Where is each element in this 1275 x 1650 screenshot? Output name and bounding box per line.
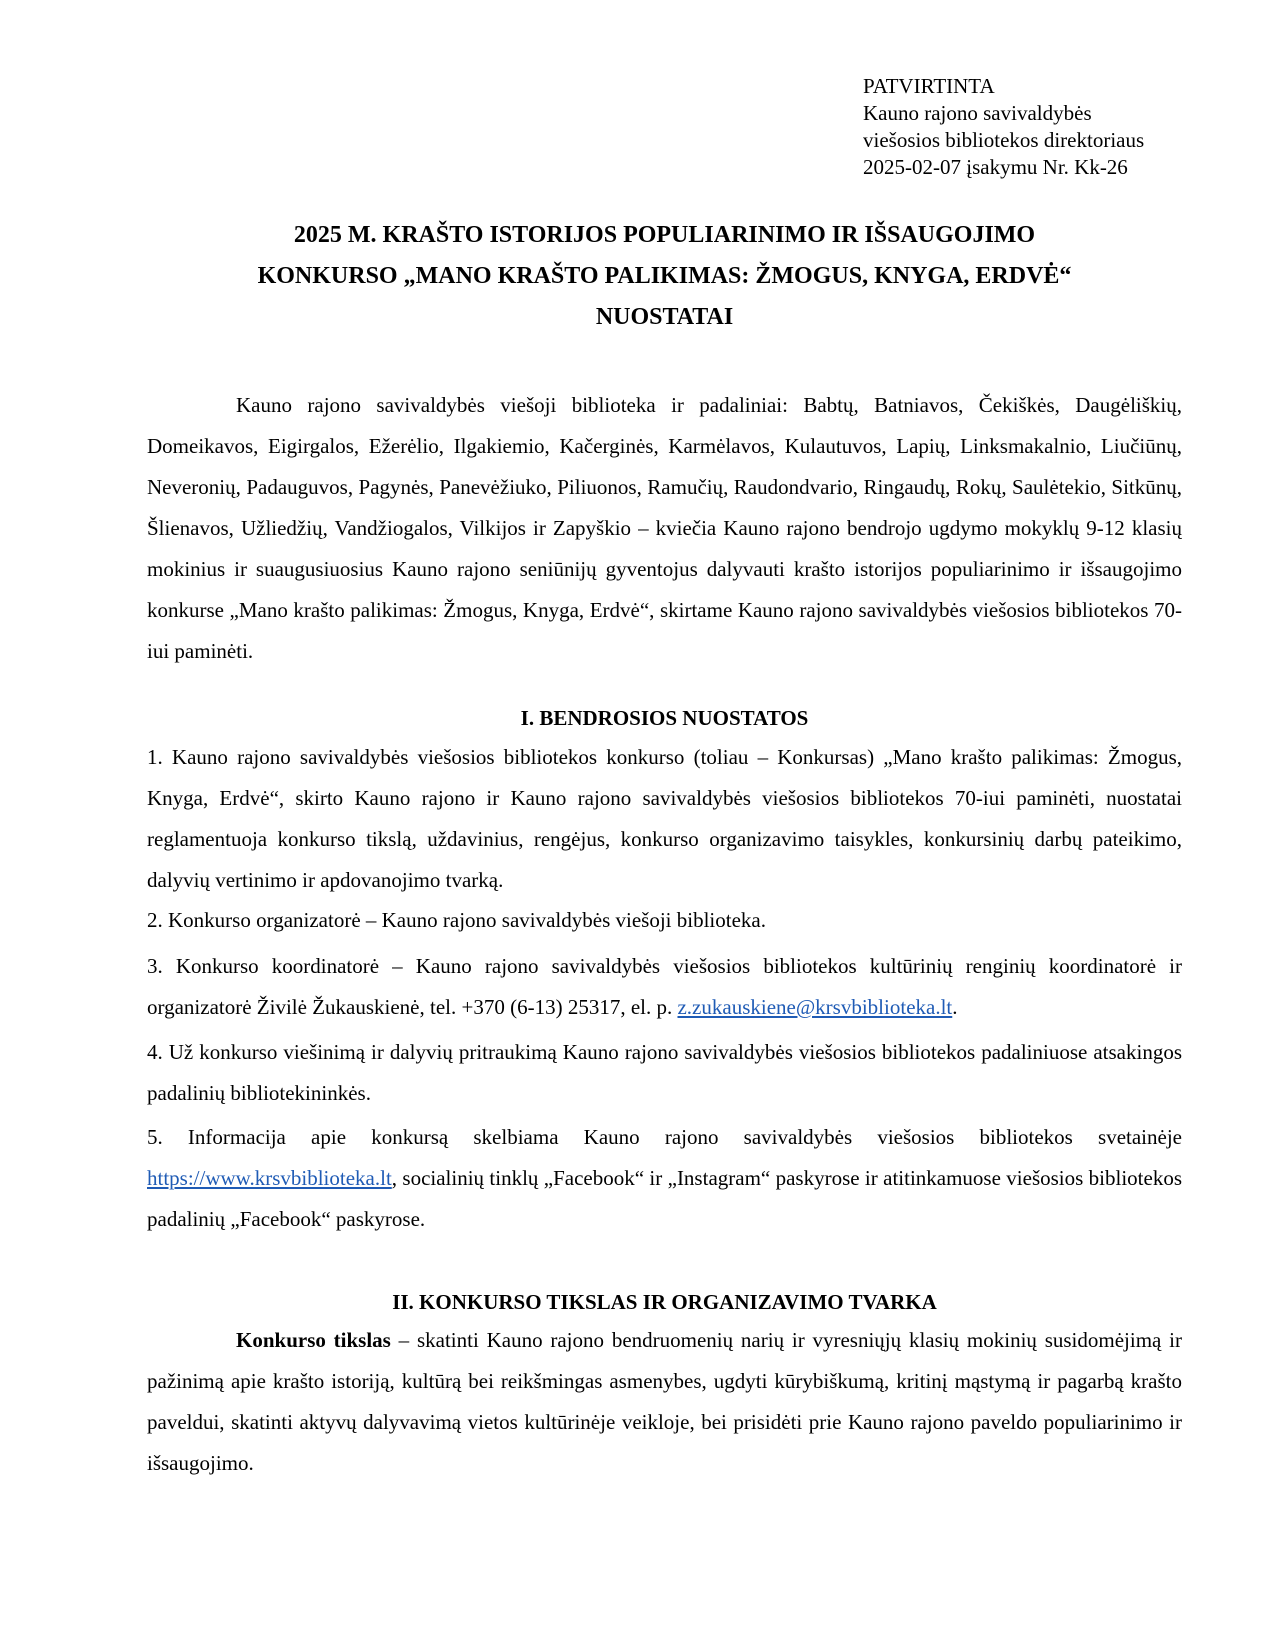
section-1-paragraph-4: 4. Už konkurso viešinimą ir dalyvių pritraukimą Kauno rajono savivaldybės viešosios bibliotekos padaliniuose atsakingos padalinių bibliotekininkės. bbox=[147, 1040, 1182, 1105]
section-2-goal-paragraph bbox=[147, 1320, 1182, 1484]
approval-block bbox=[863, 73, 1144, 181]
section-1-paragraph-1: 1. Kauno rajono savivaldybės viešosios bibliotekos konkurso (toliau – Konkursas) „Mano krašto palikimas: Žmogus, Knyga, Erdvė“, skirto Kauno rajono ir Kauno rajono savivaldybės viešosios bibliotekos 70-iui paminėti, nuostatai reglamentuoja konkurso tikslą, uždavinius, rengėjus, konkurso organizavimo taisykles, konkursinių darbų pateikimo, dalyvių vertinimo ir apdovanojimo tvarką. bbox=[147, 745, 1182, 892]
title-line-2: KONKURSO „MANO KRAŠTO PALIKIMAS: ŽMOGUS, KNYGA, ERDVĖ“ bbox=[257, 263, 1072, 289]
document-title bbox=[147, 215, 1182, 338]
approval-line-1: PATVIRTINTA bbox=[863, 74, 995, 98]
title-line-3: NUOSTATAI bbox=[595, 304, 734, 330]
intro-paragraph: Kauno rajono savivaldybės viešoji biblioteka ir padaliniai: Babtų, Batniavos, Čekiškės, Daugėliškių, Domeikavos, Eigirgalos, Ežerėlio, Ilgakiemio, Kačerginės, Karmėlavos, Kulautuvos, Lapių, Linksmakalnio, Liučiūnų, Neveronių, Padauguvos, Pagynės, Panevėžiuko, Piliuonos, Ramučių, Raudondvario, Ringaudų, Rokų, Saulėtekio, Sitkūnų, Šlienavos, Užliedžių, Vandžiogalos, Vilkijos ir Zapyškio – kviečia Kauno rajono bendrojo ugdymo mokyklų 9-12 klasių mokinius ir suaugusiuosius Kauno rajono seniūnijų gyventojus dalyvauti krašto istorijos populiarinimo ir išsaugojimo konkurse „Mano krašto palikimas: Žmogus, Knyga, Erdvė“, skirtame Kauno rajono savivaldybės viešosios bibliotekos 70-iui paminėti. bbox=[147, 393, 1182, 663]
title-line-1: 2025 M. KRAŠTO ISTORIJOS POPULIARINIMO IR IŠSAUGOJIMO bbox=[293, 222, 1036, 248]
section-1-paragraph-5 bbox=[147, 1117, 1182, 1240]
section-1-heading: I. BENDROSIOS NUOSTATOS bbox=[520, 706, 809, 730]
section-1-paragraph-2: 2. Konkurso organizatorė – Kauno rajono savivaldybės viešoji biblioteka. bbox=[147, 908, 766, 932]
library-website-link[interactable]: https://www.krsvbiblioteka.lt bbox=[147, 1166, 392, 1190]
coordinator-email-link[interactable]: z.zukauskiene@krsvbiblioteka.lt bbox=[677, 995, 953, 1019]
paragraph-3-end: . bbox=[952, 995, 958, 1019]
paragraph-5-start: 5. Informacija apie konkursą skelbiama Kauno rajono savivaldybės viešosios bibliotekos svetainėje bbox=[147, 1125, 1182, 1149]
section-2-heading: II. KONKURSO TIKSLAS IR ORGANIZAVIMO TVARKA bbox=[392, 1290, 937, 1314]
paragraph-3-text: 3. Konkurso koordinatorė – Kauno rajono savivaldybės viešosios bibliotekos kultūrinių renginių koordinatorė ir organizatorė Živilė Žukauskienė, tel. +370 (6-13) 25317, el. p. bbox=[147, 954, 1182, 1019]
goal-text: – skatinti Kauno rajono bendruomenių narių ir vyresniųjų klasių mokinių susidomėjimą ir pažinimą apie krašto istoriją, kultūrą bei reikšmingas asmenybes, ugdyti kūrybiškumą, kritinį mąstymą ir pagarbą krašto paveldui, skatinti aktyvų dalyvavimą vietos kultūrinėje veikloje, bei prisidėti prie Kauno rajono paveldo populiarinimo ir išsaugojimo. bbox=[147, 1328, 1182, 1475]
approval-line-3: viešosios bibliotekos direktoriaus bbox=[863, 128, 1145, 152]
approval-line-4: 2025-02-07 įsakymu Nr. Kk-26 bbox=[863, 155, 1128, 179]
paragraph-5-end: , socialinių tinklų „Facebook“ ir „Instagram“ paskyrose ir atitinkamuose viešosios bibliotekos padalinių „Facebook“ paskyrose. bbox=[147, 1166, 1182, 1231]
goal-label: Konkurso tikslas bbox=[236, 1328, 391, 1352]
approval-line-2: Kauno rajono savivaldybės bbox=[863, 101, 1092, 125]
section-1-paragraph-3 bbox=[147, 946, 1182, 1028]
